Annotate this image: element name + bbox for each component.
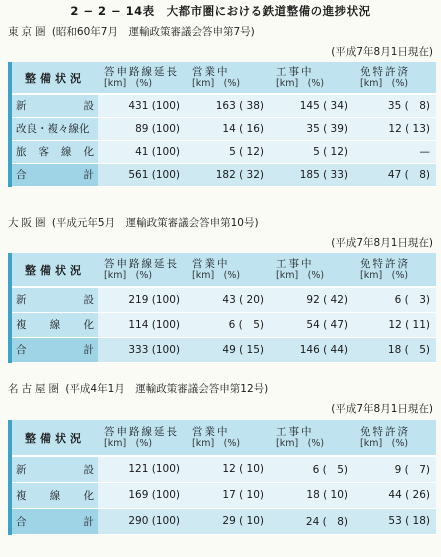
column-title: 工事中 <box>276 65 314 78</box>
column-header <box>354 253 436 287</box>
header-status: 整備状況 <box>10 62 98 94</box>
row-label <box>10 117 98 140</box>
column-title: 営業中 <box>192 65 230 78</box>
row-label-text <box>16 144 94 159</box>
header-row <box>10 420 436 456</box>
region-name: 大阪圏 <box>8 217 49 229</box>
value-cell: 145 ( 34) <box>270 94 354 117</box>
row-label-text <box>16 292 94 307</box>
column-units: [km] (%) <box>276 77 325 89</box>
row-label <box>10 456 98 482</box>
value-cell: 114 (100) <box>98 312 186 337</box>
column-units: [km] (%) <box>104 77 153 89</box>
row-label-text <box>16 462 94 477</box>
column-title: 営業中 <box>192 257 230 270</box>
value-cell: 5 ( 12) <box>270 140 354 163</box>
value-cell: 24 ( 8) <box>270 508 354 534</box>
column-units: [km] (%) <box>104 437 153 449</box>
row-label <box>10 337 98 362</box>
row-label-text <box>16 167 94 182</box>
region-note: (昭和60年7月 運輸政策審議会答申第7号) <box>48 26 255 38</box>
column-title: 免特許済 <box>360 425 410 438</box>
table-row <box>10 287 436 312</box>
value-cell: 12 ( 11) <box>354 312 436 337</box>
value-cell: 431 (100) <box>98 94 186 117</box>
column-units: [km] (%) <box>192 269 241 281</box>
column-title: 答申路線延長 <box>104 425 179 438</box>
label-char: 合 <box>16 344 27 356</box>
column-units: [km] (%) <box>192 437 241 449</box>
value-cell: 18 ( 5) <box>354 337 436 362</box>
value-cell: 182 ( 32) <box>186 163 270 186</box>
value-cell: 44 ( 26) <box>354 482 436 508</box>
header-row <box>10 62 436 94</box>
column-header <box>186 420 270 456</box>
as-of-date: (平成7年8月1日現在) <box>331 403 433 415</box>
value-cell: 89 (100) <box>98 117 186 140</box>
value-cell: 35 ( 8) <box>354 94 436 117</box>
header-status: 整備状況 <box>10 420 98 456</box>
value-cell: 163 ( 38) <box>186 94 270 117</box>
value-cell: — <box>354 140 436 163</box>
total-row <box>10 508 436 534</box>
table-row <box>10 456 436 482</box>
label-char: 設 <box>83 294 94 307</box>
label-char: 計 <box>83 344 94 356</box>
table-row <box>10 117 436 140</box>
label-char: 複 <box>16 319 27 331</box>
row-label <box>10 482 98 508</box>
value-cell: 185 ( 33) <box>270 163 354 186</box>
row-label-text <box>16 98 94 113</box>
column-title: 免特許済 <box>360 65 410 78</box>
value-cell: 6 ( 3) <box>354 287 436 312</box>
column-title: 答申路線延長 <box>104 65 179 78</box>
progress-table <box>8 420 436 535</box>
column-units: [km] (%) <box>276 269 325 281</box>
table-row <box>10 94 436 117</box>
value-cell: 169 (100) <box>98 482 186 508</box>
column-title: 工事中 <box>276 425 314 438</box>
page-title: 2 − 2 − 14表 大都市圏における鉄道整備の進捗状況 <box>70 4 371 18</box>
value-cell: 5 ( 12) <box>186 140 270 163</box>
column-units: [km] (%) <box>360 437 409 449</box>
label-char: 計 <box>83 169 94 181</box>
region-name: 東京圏 <box>8 26 49 38</box>
as-of-date: (平成7年8月1日現在) <box>331 46 433 58</box>
table-row <box>10 482 436 508</box>
column-header <box>270 62 354 94</box>
label-char: 改良・複々線化 <box>16 123 90 135</box>
value-cell: 54 ( 47) <box>270 312 354 337</box>
column-units: [km] (%) <box>104 269 153 281</box>
value-cell: 35 ( 39) <box>270 117 354 140</box>
column-title: 工事中 <box>276 257 314 270</box>
column-units: [km] (%) <box>276 437 325 449</box>
column-header <box>270 253 354 287</box>
column-title: 免特許済 <box>360 257 410 270</box>
region-note: (平成4年1月 運輸政策審議会答申第12号) <box>62 383 269 395</box>
as-of-date: (平成7年8月1日現在) <box>331 237 433 249</box>
label-char: 化 <box>83 146 94 158</box>
value-cell: 17 ( 10) <box>186 482 270 508</box>
region-note: (平成元年5月 運輸政策審議会答申第10号) <box>48 217 259 229</box>
value-cell: 43 ( 20) <box>186 287 270 312</box>
column-title: 答申路線延長 <box>104 257 179 270</box>
value-cell: 146 ( 44) <box>270 337 354 362</box>
row-label-text <box>16 342 94 357</box>
region-caption <box>8 24 255 39</box>
column-units: [km] (%) <box>192 77 241 89</box>
region-name: 名古屋圏 <box>8 383 62 395</box>
value-cell: 290 (100) <box>98 508 186 534</box>
value-cell: 12 ( 10) <box>186 456 270 482</box>
label-char: 合 <box>16 515 27 528</box>
row-label-text <box>16 121 94 136</box>
label-char: 新 <box>16 100 27 113</box>
total-row <box>10 337 436 362</box>
value-cell: 49 ( 15) <box>186 337 270 362</box>
label-char: 設 <box>83 100 94 113</box>
column-units: [km] (%) <box>360 269 409 281</box>
label-char: 線 <box>49 319 61 331</box>
value-cell: 14 ( 16) <box>186 117 270 140</box>
row-label <box>10 140 98 163</box>
column-title: 営業中 <box>192 425 230 438</box>
region-caption <box>8 381 268 396</box>
row-label-text <box>16 317 94 332</box>
label-char: 客 <box>38 146 49 158</box>
label-char: 化 <box>83 489 94 502</box>
column-header <box>186 62 270 94</box>
label-char: 新 <box>16 294 27 307</box>
progress-table <box>8 62 436 187</box>
value-cell: 53 ( 18) <box>354 508 436 534</box>
value-cell: 12 ( 13) <box>354 117 436 140</box>
label-char: 計 <box>83 515 94 528</box>
table-row <box>10 140 436 163</box>
row-label <box>10 163 98 186</box>
value-cell: 6 ( 5) <box>186 312 270 337</box>
table-row <box>10 312 436 337</box>
progress-table <box>8 253 436 363</box>
column-header <box>98 253 186 287</box>
label-char: 新 <box>16 463 27 476</box>
row-label <box>10 508 98 534</box>
label-char: 化 <box>83 319 94 331</box>
value-cell: 41 (100) <box>98 140 186 163</box>
value-cell: 47 ( 8) <box>354 163 436 186</box>
column-header <box>98 62 186 94</box>
label-char: 線 <box>61 146 72 158</box>
column-header <box>354 420 436 456</box>
header-row <box>10 253 436 287</box>
column-header <box>98 420 186 456</box>
column-header <box>186 253 270 287</box>
value-cell: 333 (100) <box>98 337 186 362</box>
row-label <box>10 287 98 312</box>
value-cell: 561 (100) <box>98 163 186 186</box>
row-label <box>10 312 98 337</box>
label-char: 設 <box>83 463 94 476</box>
column-header <box>354 62 436 94</box>
value-cell: 121 (100) <box>98 456 186 482</box>
row-label <box>10 94 98 117</box>
value-cell: 9 ( 7) <box>354 456 436 482</box>
label-char: 合 <box>16 169 27 181</box>
value-cell: 92 ( 42) <box>270 287 354 312</box>
row-label-text <box>16 514 94 529</box>
value-cell: 29 ( 10) <box>186 508 270 534</box>
value-cell: 6 ( 5) <box>270 456 354 482</box>
label-char: 旅 <box>16 146 27 158</box>
total-row <box>10 163 436 186</box>
label-char: 線 <box>49 489 61 502</box>
region-caption <box>8 215 259 230</box>
row-label-text <box>16 488 94 503</box>
value-cell: 219 (100) <box>98 287 186 312</box>
label-char: 複 <box>16 489 27 502</box>
column-header <box>270 420 354 456</box>
column-units: [km] (%) <box>360 77 409 89</box>
header-status: 整備状況 <box>10 253 98 287</box>
value-cell: 18 ( 10) <box>270 482 354 508</box>
